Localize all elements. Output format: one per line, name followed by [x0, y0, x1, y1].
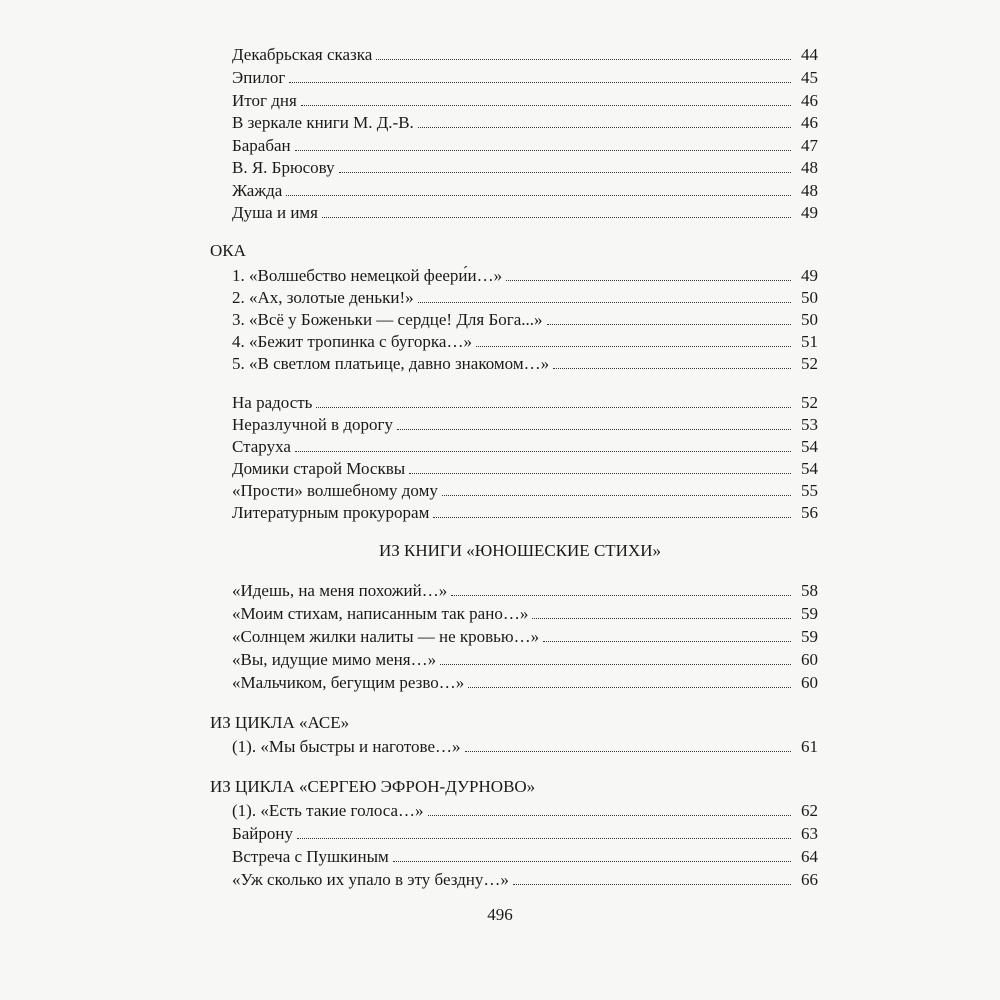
toc-entry — [232, 626, 818, 648]
leader-dots — [418, 302, 791, 303]
toc-entry-title: Эпилог — [232, 68, 286, 87]
toc-entry-page: 52 — [801, 354, 818, 373]
section-heading-ase: ИЗ ЦИКЛА «АСЕ» — [210, 713, 350, 732]
toc-entry — [232, 180, 818, 202]
toc-entry — [232, 846, 818, 868]
toc-entry-title: «Прости» волшебному дому — [232, 481, 438, 500]
leader-dots — [295, 150, 791, 151]
leader-dots — [322, 217, 791, 218]
toc-entry — [232, 458, 818, 480]
toc-entry — [232, 112, 818, 134]
leader-dots — [451, 595, 791, 596]
toc-entry-title: Барабан — [232, 136, 291, 155]
toc-entry-title: «Солнцем жилки налиты — не кровью…» — [232, 627, 540, 646]
leader-dots — [468, 687, 791, 688]
toc-entry — [232, 580, 818, 602]
section-heading-oka: ОКА — [210, 241, 246, 260]
leader-dots — [409, 473, 791, 474]
toc-entry-page: 49 — [801, 266, 818, 285]
toc-entry — [232, 392, 818, 414]
leader-dots — [339, 172, 791, 173]
toc-entry — [232, 353, 818, 375]
toc-entry-title: «Мальчиком, бегущим резво…» — [232, 673, 465, 692]
toc-entry-title: В. Я. Брюсову — [232, 158, 335, 177]
toc-entry-title: «Моим стихам, написанным так рано…» — [232, 604, 529, 623]
toc-entry-page: 48 — [801, 181, 818, 200]
toc-entry-title: На радость — [232, 393, 313, 412]
leader-dots — [532, 618, 791, 619]
toc-entry — [232, 502, 818, 524]
toc-entry-title: В зеркале книги М. Д.-В. — [232, 113, 414, 132]
toc-entry — [232, 135, 818, 157]
toc-entry-page: 58 — [801, 581, 818, 600]
leader-dots — [376, 59, 791, 60]
toc-entry-title: Неразлучной в дорогу — [232, 415, 393, 434]
toc-entry-page: 52 — [801, 393, 818, 412]
leader-dots — [397, 429, 791, 430]
toc-entry — [232, 436, 818, 458]
toc-entry — [232, 265, 818, 287]
toc-entry — [232, 736, 818, 758]
leader-dots — [286, 195, 791, 196]
toc-entry — [232, 90, 818, 112]
leader-dots — [553, 368, 791, 369]
leader-dots — [506, 280, 791, 281]
toc-entry-page: 53 — [801, 415, 818, 434]
toc-entry — [232, 331, 818, 353]
toc-entry — [232, 800, 818, 822]
leader-dots — [513, 884, 791, 885]
leader-dots — [297, 838, 791, 839]
toc-entry — [232, 157, 818, 179]
toc-entry — [232, 649, 818, 671]
toc-entry-title: Встреча с Пушкиным — [232, 847, 389, 866]
toc-entry-page: 56 — [801, 503, 818, 522]
toc-entry — [232, 869, 818, 891]
toc-entry-title: Домики старой Москвы — [232, 459, 406, 478]
toc-entry — [232, 287, 818, 309]
toc-entry-page: 50 — [801, 310, 818, 329]
toc-entry-title: Душа и имя — [232, 203, 319, 222]
toc-entry-page: 46 — [801, 91, 818, 110]
toc-entry — [232, 823, 818, 845]
toc-entry-page: 59 — [801, 627, 818, 646]
toc-entry-title: Старуха — [232, 437, 291, 456]
toc-entry — [232, 44, 818, 66]
toc-entry-title: 1. «Волшебство немецкой феери́и…» — [232, 266, 503, 285]
toc-entry — [232, 67, 818, 89]
toc-entry — [232, 672, 818, 694]
toc-entry-page: 61 — [801, 737, 818, 756]
toc-entry-page: 50 — [801, 288, 818, 307]
section-heading-efron: ИЗ ЦИКЛА «СЕРГЕЮ ЭФРОН-ДУРНОВО» — [210, 777, 536, 796]
toc-entry-page: 64 — [801, 847, 818, 866]
leader-dots — [301, 105, 791, 106]
leader-dots — [465, 751, 791, 752]
section-heading-youth: ИЗ КНИГИ «ЮНОШЕСКИЕ СТИХИ» — [379, 541, 661, 560]
leader-dots — [476, 346, 791, 347]
toc-entry — [232, 309, 818, 331]
toc-entry-title: 3. «Всё у Боженьки — сердце! Для Бога...» — [232, 310, 543, 329]
leader-dots — [418, 127, 791, 128]
toc-entry — [232, 202, 818, 224]
leader-dots — [295, 451, 791, 452]
toc-entry-page: 60 — [801, 650, 818, 669]
leader-dots — [316, 407, 791, 408]
toc-entry-page: 59 — [801, 604, 818, 623]
page-number: 496 — [487, 905, 513, 924]
toc-entry-title: «Уж сколько их упало в эту бездну…» — [232, 870, 509, 889]
toc-entry-page: 63 — [801, 824, 818, 843]
toc-entry-page: 66 — [801, 870, 818, 889]
toc-entry — [232, 414, 818, 436]
toc-entry — [232, 603, 818, 625]
toc-entry-title: Литературным прокурорам — [232, 503, 430, 522]
leader-dots — [393, 861, 791, 862]
leader-dots — [289, 82, 791, 83]
leader-dots — [547, 324, 792, 325]
toc-entry-title: Жажда — [232, 181, 283, 200]
toc-entry-page: 51 — [801, 332, 818, 351]
toc-entry-page: 48 — [801, 158, 818, 177]
toc-entry-page: 54 — [801, 437, 818, 456]
leader-dots — [543, 641, 791, 642]
toc-entry-title: 4. «Бежит тропинка с бугорка…» — [232, 332, 472, 351]
toc-entry-page: 44 — [801, 45, 818, 64]
toc-entry-title: «Идешь, на меня похожий…» — [232, 581, 448, 600]
toc-entry-title: Декабрьская сказка — [232, 45, 373, 64]
toc-entry-title: Итог дня — [232, 91, 297, 110]
toc-entry-title: «Вы, идущие мимо меня…» — [232, 650, 437, 669]
toc-entry-page: 60 — [801, 673, 818, 692]
toc-entry-page: 49 — [801, 203, 818, 222]
toc-entry-title: 5. «В светлом платьице, давно знакомом…» — [232, 354, 550, 373]
toc-entry-page: 54 — [801, 459, 818, 478]
toc-entry-title: (1). «Есть такие голоса…» — [232, 801, 424, 820]
leader-dots — [442, 495, 791, 496]
toc-entry-title: 2. «Ах, золотые деньки!» — [232, 288, 414, 307]
leader-dots — [440, 664, 791, 665]
toc-entry-page: 46 — [801, 113, 818, 132]
toc-entry-page: 55 — [801, 481, 818, 500]
toc-entry-title: Байрону — [232, 824, 294, 843]
toc-entry-page: 45 — [801, 68, 818, 87]
toc-entry-page: 62 — [801, 801, 818, 820]
leader-dots — [433, 517, 791, 518]
leader-dots — [428, 815, 791, 816]
toc-entry — [232, 480, 818, 502]
toc-entry-page: 47 — [801, 136, 818, 155]
toc-entry-title: (1). «Мы быстры и наготове…» — [232, 737, 461, 756]
